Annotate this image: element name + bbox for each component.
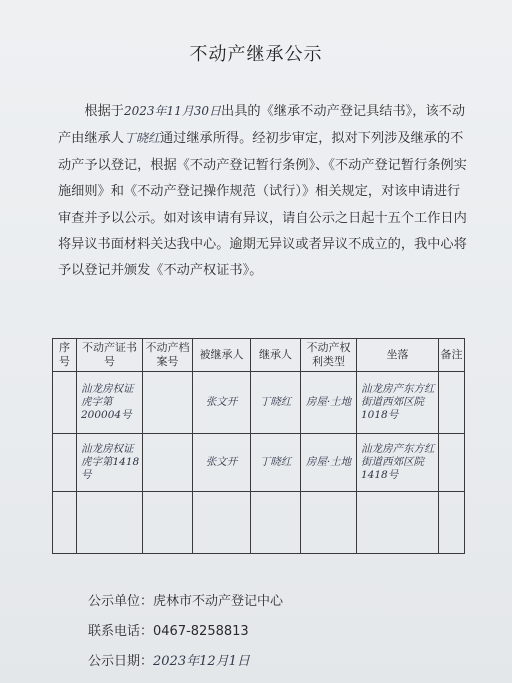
unit-label: 公示单位：: [88, 594, 154, 609]
empty-cell: [53, 492, 77, 554]
empty-cell: [143, 492, 193, 554]
date-label: 公示日期：: [88, 654, 154, 669]
table-row-empty: [53, 492, 465, 554]
cell-cert: 汕龙房权证虎字第1418号: [77, 434, 143, 492]
empty-cell: [357, 492, 439, 554]
unit-value: 虎林市不动产登记中心: [153, 594, 284, 609]
cell-right-type: 房屋·土地: [301, 372, 357, 434]
footer-phone: [88, 620, 249, 639]
footer-date: [88, 650, 250, 669]
inheritance-table: [52, 338, 465, 554]
handwritten-date: 2023年11月30日: [123, 104, 222, 118]
phone-label: 联系电话：: [88, 624, 154, 639]
empty-cell: [77, 492, 143, 554]
cell-cert: 汕龙房权证虎字第200004号: [77, 372, 143, 434]
table-row: [53, 372, 465, 434]
header-remark: 备注: [439, 339, 465, 372]
cell-no: [53, 372, 77, 434]
header-location: 坐落: [357, 339, 439, 372]
empty-cell: [439, 492, 465, 554]
empty-cell: [301, 492, 357, 554]
cell-decedent: 张文开: [193, 372, 251, 434]
cell-archive: [143, 434, 193, 492]
body-text-c: 通过继承所得。经初步审定，拟对下列涉及继承的不动产予以登记，根据《不动产登记暂行条例》、《不动产登记暂行条例实施细则》和《不动产登记操作规范（试行）》相关规定，对该申请进行审查并予以公示。如对该申请有异议，请自公示之日起十五个工作日内将异议书面材料关达我中心。逾期无异议或者异议不成立的，我中心将予以登记并颁发《不动产权证书》。: [58, 131, 467, 279]
cell-remark: [439, 372, 465, 434]
header-archive: 不动产档案号: [143, 339, 193, 372]
notice-paragraph: [58, 98, 468, 285]
header-no: 序号: [53, 339, 77, 372]
cell-location: 汕龙房产东方红街道西郊区院1018号: [357, 372, 439, 434]
cell-right-type: 房屋·土地: [301, 434, 357, 492]
body-text-b: 出具的《继承不动产登记具结书》，该不动产由继承人: [58, 104, 466, 147]
cell-archive: [143, 372, 193, 434]
footer-unit: [88, 590, 283, 609]
body-text-a: 根据于: [84, 104, 124, 119]
header-cert: 不动产证书号: [77, 339, 143, 372]
empty-cell: [251, 492, 301, 554]
cell-heir: 丁晓红: [251, 372, 301, 434]
header-decedent: 被继承人: [193, 339, 251, 372]
header-heir: 继承人: [251, 339, 301, 372]
header-right-type: 不动产权利类型: [301, 339, 357, 372]
table-row: [53, 434, 465, 492]
cell-decedent: 张文开: [193, 434, 251, 492]
page-title: 不动产继承公示: [189, 44, 323, 65]
empty-cell: [193, 492, 251, 554]
table-header-row: [53, 339, 465, 372]
cell-no: [53, 434, 77, 492]
notice-body: [58, 98, 468, 285]
date-value: 2023年12月1日: [153, 654, 250, 669]
handwritten-heir: 丁晓红: [123, 131, 160, 146]
cell-heir: 丁晓红: [251, 434, 301, 492]
cell-location: 汕龙房产东方红街道西郊区院1418号: [357, 434, 439, 492]
phone-value: 0467-8258813: [153, 624, 249, 639]
cell-remark: [439, 434, 465, 492]
